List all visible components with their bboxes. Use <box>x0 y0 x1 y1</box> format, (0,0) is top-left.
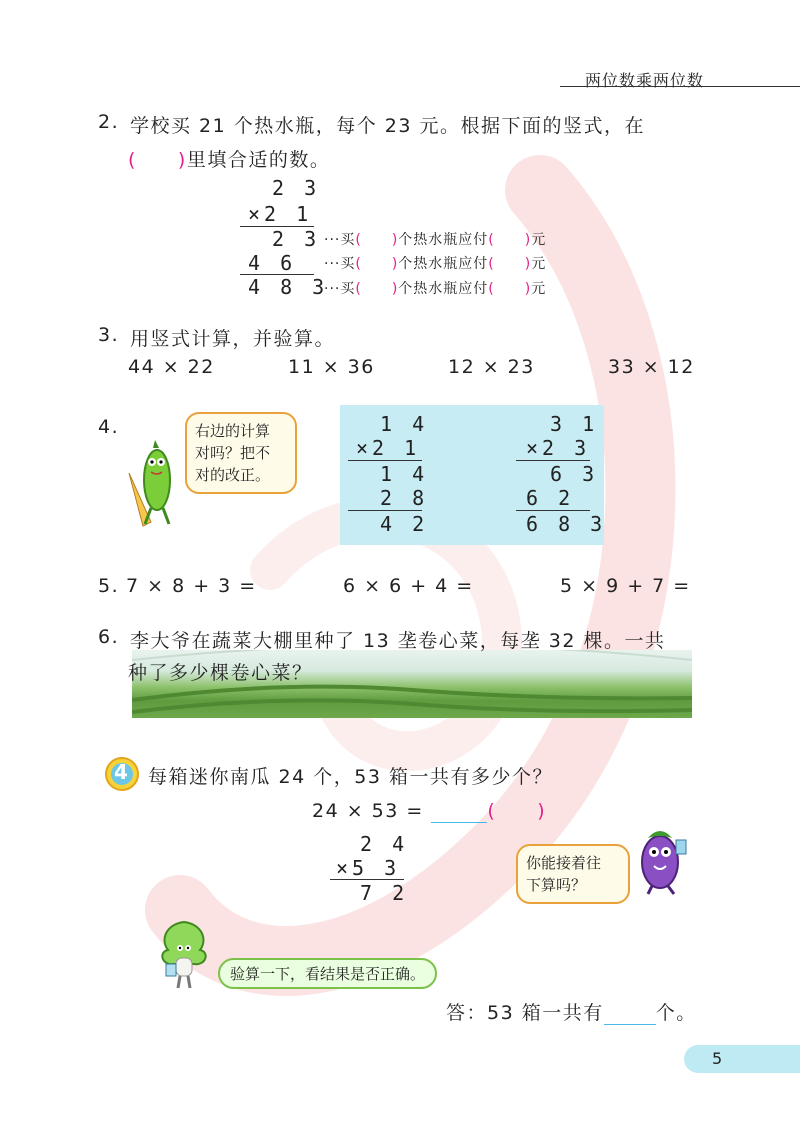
q2-note-3: ···买( )个热水瓶应付( )元 <box>324 281 547 297</box>
q3-item-1: 44 × 22 <box>128 356 215 378</box>
q4-calcB-r1: 6 3 <box>550 462 599 486</box>
q6-line1: 李大爷在蔬菜大棚里种了 13 垄卷心菜，每垄 32 棵。一共 <box>130 630 666 652</box>
q2-line2 <box>128 145 330 172</box>
q4-calcA-r1: 1 4 <box>380 462 429 486</box>
q5-item-3: 5 × 9 + 7 = <box>560 575 691 597</box>
q4-calcA-mult: ×2 1 <box>356 436 421 460</box>
q2-line1: 学校买 21 个热水瓶，每个 23 元。根据下面的竖式，在 <box>130 115 646 137</box>
ex4-answer-line: 答：53 箱一共有 个。 <box>446 1002 697 1024</box>
q4-calcA-r3: 4 2 <box>380 512 429 536</box>
q2-calc-r3: 4 8 3 <box>248 275 329 299</box>
q2-note2-blank-b[interactable]: ( ) <box>488 256 532 272</box>
q3-item-3: 12 × 23 <box>448 356 535 378</box>
ex4-calc-top: 2 4 <box>360 832 409 856</box>
q4-calcB-top: 3 1 <box>550 412 599 436</box>
q2-calc-top: 2 3 <box>272 176 321 200</box>
q4-calcA-r2: 2 8 <box>380 486 429 510</box>
chapter-title: 两位数乘两位数 <box>585 71 705 90</box>
q3-item-2: 11 × 36 <box>288 356 375 378</box>
q4-calcA-top: 1 4 <box>380 412 429 436</box>
q4-calcB-mult: ×2 3 <box>526 436 591 460</box>
q5-number: 5. <box>98 575 120 597</box>
q4-number: 4. <box>98 416 120 438</box>
ex4-calc-r1: 7 2 <box>360 881 409 905</box>
q6-number: 6. <box>98 626 120 648</box>
q2-note3-blank-a[interactable]: ( ) <box>355 281 399 297</box>
header-rule <box>560 86 800 87</box>
q4-calcB-line1 <box>516 460 590 461</box>
q5-item-2: 6 × 6 + 4 = <box>343 575 474 597</box>
ex4-final-answer-blank[interactable] <box>604 1002 656 1025</box>
page-number-tab <box>684 1045 800 1073</box>
ex4-answer-blank[interactable] <box>431 800 487 823</box>
q2-calc-r1: 2 3 <box>272 227 321 251</box>
q2-note-2: ···买( )个热水瓶应付( )元 <box>324 256 547 272</box>
eggplant-character-icon <box>630 818 696 896</box>
q2-blank[interactable]: ( ) <box>128 149 187 171</box>
example-badge-number: 4 <box>114 760 128 784</box>
page-number: 5 <box>712 1049 723 1068</box>
q4-calcA-line1 <box>348 460 422 461</box>
q2-line2-text: 里填合适的数。 <box>186 149 331 171</box>
q2-note1-blank-b[interactable]: ( ) <box>488 232 532 248</box>
ex4-speech-bubble: 你能接着往 下算吗？ <box>516 844 630 904</box>
q3-item-4: 33 × 12 <box>608 356 695 378</box>
q2-note-1: ···买( )个热水瓶应付( )元 <box>324 232 547 248</box>
q2-note2-blank-a[interactable]: ( ) <box>355 256 399 272</box>
q4-calcB-line2 <box>516 510 590 511</box>
check-hint-bubble: 验算一下，看结果是否正确。 <box>218 958 437 989</box>
cabbage-character-icon <box>154 918 214 990</box>
q5-item-1: 7 × 8 + 3 = <box>126 575 257 597</box>
q4-calcB-r3: 6 8 3 <box>526 512 607 536</box>
q2-note3-blank-b[interactable]: ( ) <box>488 281 532 297</box>
q2-note1-blank-a[interactable]: ( ) <box>355 232 399 248</box>
q6-line2: 种了多少棵卷心菜？ <box>128 662 313 684</box>
ex4-equation: 24 × 53 = ( ) <box>312 800 547 822</box>
q3-number: 3. <box>98 324 120 346</box>
ex4-calc-line1 <box>330 879 404 880</box>
ex4-question: 每箱迷你南瓜 24 个，53 箱一共有多少个？ <box>148 766 553 788</box>
q2-calc-r2: 4 6 <box>248 251 297 275</box>
q4-calcA-line2 <box>348 510 422 511</box>
q4-calcB-r2: 6 2 <box>526 486 575 510</box>
cucumber-character-icon <box>125 438 187 528</box>
q2-calc-mult: ×2 1 <box>248 202 313 226</box>
ex4-calc-mult: ×5 3 <box>336 856 401 880</box>
q4-speech-bubble: 右边的计算 对吗？把不 对的改正。 <box>185 412 297 494</box>
q3-text: 用竖式计算，并验算。 <box>130 328 336 350</box>
ex4-unit-blank[interactable]: ( ) <box>487 800 547 822</box>
q2-number: 2. <box>98 111 120 133</box>
